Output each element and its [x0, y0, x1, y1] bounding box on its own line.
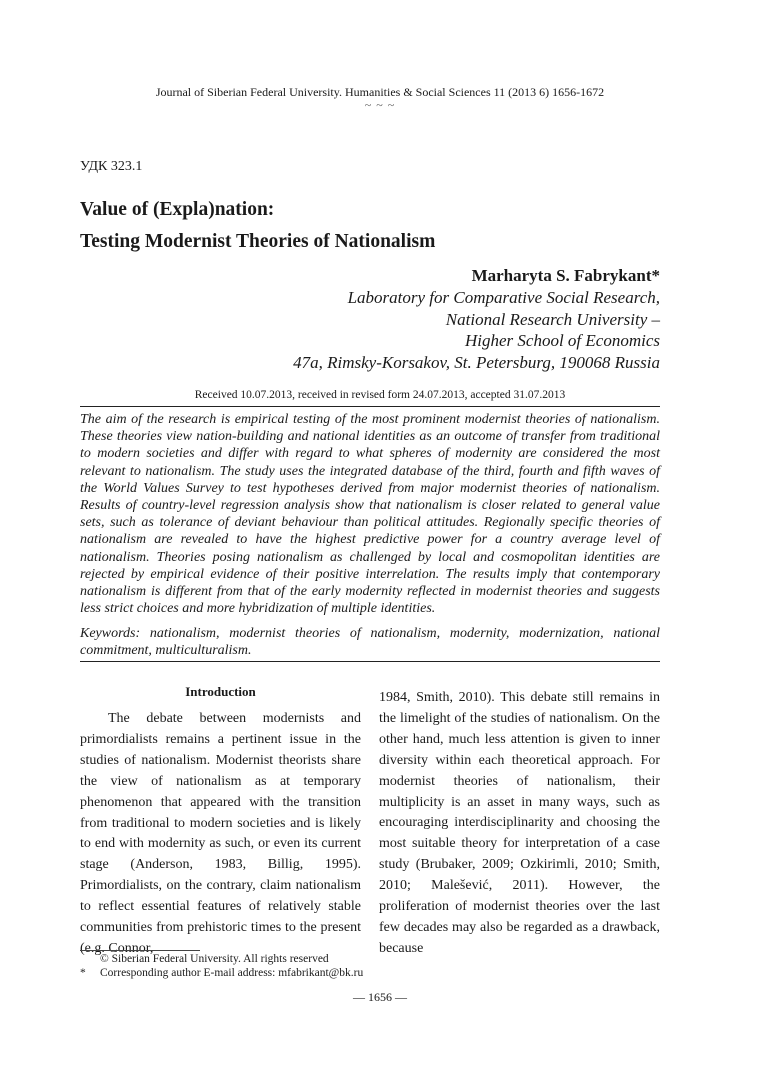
article-title [80, 194, 435, 258]
author-name: Marharyta S. Fabrykant* [471, 266, 660, 285]
title-line-1: Value of (Expla)nation: [80, 199, 275, 220]
body-column-right: 1984, Smith, 2010). This debate still remains in the limelight of the studies of nationalism. On the other hand, much less attention is given to inner diversity within each theoretical approach. For modernist theories of nationalism, their multiplicity is an asset in many ways, such as encouraging interdisciplinarity and choosing the most suitable theory for interpretation of a case study (Brubaker, 2009; Ozkirimli, 2010; Smith, 2010; Malešević, 2011). However, the proliferation of modernist theories over the last few decades may also be regarded as a drawback, because [379, 690, 660, 956]
copyright-footnote: © Siberian Federal University. All rights reserved [100, 953, 329, 965]
received-dates: Received 10.07.2013, received in revised form 24.07.2013, accepted 31.07.2013 [194, 389, 566, 401]
footnote-rule [80, 950, 200, 951]
udk-code: УДК 323.1 [80, 159, 143, 174]
author-affiliation [293, 287, 660, 373]
section-heading-introduction: Introduction [185, 684, 256, 699]
corresponding-author-footnote: Corresponding author E-mail address: mfabrikant@bk.ru [100, 967, 364, 979]
affiliation-line: Higher School of Economics [465, 331, 660, 350]
affiliation-line: Laboratory for Comparative Social Research, [347, 288, 660, 307]
abstract: The aim of the research is empirical testing of the most prominent modernist theories of nationalism. These theories view nation-building and national identities as an outcome of transfer from traditional to modern societies and differ with regard to what spheres of modernity are considered the most relevant to nationalism. The study uses the integrated database of the third, fourth and fifth waves of the World Values Survey to test hypotheses derived from major modernist theories of nationalism. Results of country-level regression analysis show that nationalism is closer related to general value sets, such as tolerance of deviant behaviour than political attitudes. Regionally specific theories of nationalism are revealed to have the highest predictive power for a country average level of nationalism. Theories posing nationalism as challenged by local and cosmopolitan identities are rejected by empirical evidence of their positive interrelation. The results imply that contemporary nationalism is different from that of the early modernity reflected in modernist theories and suggests less strict choices and more hybridization of multiple identities. [80, 412, 660, 617]
page-number: — 1656 — [353, 990, 407, 1004]
keywords: Keywords: nationalism, modernist theories of nationalism, modernity, modernization, national commitment, multiculturalism. [80, 626, 660, 659]
header-separator: ~ ~ ~ [364, 98, 396, 112]
title-line-2: Testing Modernist Theories of Nationalism [80, 231, 436, 252]
affiliation-line: National Research University – [445, 309, 660, 329]
abstract-top-rule [80, 406, 660, 407]
body-column-left: The debate between modernists and primordialists remains a pertinent issue in the studies of nationalism. Modernist theorists share the view of nationalism as at temporary phenomenon that appeared with the transition from traditional to modern societies and is likely to end with modernity as such, or even its current stage (Anderson, 1983, Billig, 1995). Primordialists, on the contrary, claim nationalism to reflect essential features of relatively stable communities from prehistoric times to the present (e.g. Connor, [80, 711, 361, 956]
affiliation-line: 47a, Rimsky-Korsakov, St. Petersburg, 190068 Russia [293, 352, 660, 372]
abstract-bottom-rule [80, 661, 660, 662]
journal-header: Journal of Siberian Federal University. Humanities & Social Sciences 11 (2013 6) 1656-1672 [155, 85, 605, 99]
footnote-marker: * [80, 967, 86, 979]
